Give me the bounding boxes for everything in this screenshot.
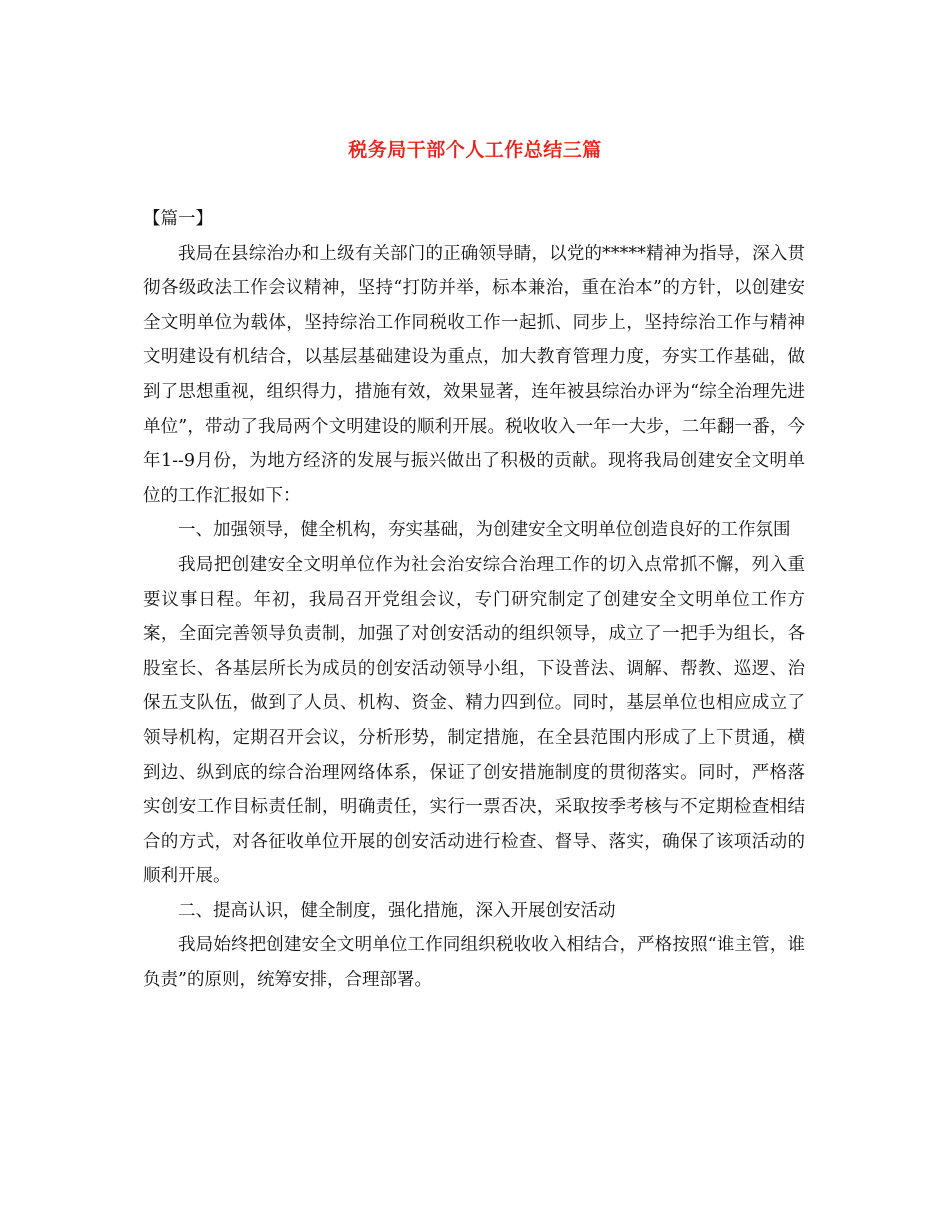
paragraph-section-two: 我局始终把创建安全文明单位工作同组织税收收入相结合，严格按照“谁主管，谁负责”的原则，统筹安排，合理部署。: [143, 935, 805, 991]
document-body: [143, 202, 805, 998]
document-title: 税务局干部个人工作总结三篇: [348, 139, 602, 161]
section-label: 【篇一】: [143, 209, 213, 229]
paragraph-section-one: 我局把创建安全文明单位作为社会治安综合治理工作的切入点常抓不懈，列入重要议事日程。年初，我局召开党组会议，专门研究制定了创建安全文明单位工作方案，全面完善领导负责制，加强了对创安活动的组织领导，成立了一把手为组长，各股室长、各基层所长为成员的创安活动领导小组，下设普法、调解、帮教、巡逻、治保五支队伍，做到了人员、机构、资金、精力四到位。同时，基层单位也相应成立了领导机构，定期召开会议，分析形势，制定措施，在全县范围内形成了上下贯通，横到边、纵到底的综合治理网络体系，保证了创安措施制度的贯彻落实。同时，严格落实创安工作目标责任制，明确责任，实行一票否决，采取按季考核与不定期检查相结合的方式，对各征收单位开展的创安活动进行检查、督导、落实，确保了该项活动的顺利开展。: [143, 554, 805, 887]
heading-section-two: 二、提高认识，健全制度，强化措施，深入开展创安活动: [178, 900, 616, 921]
paragraph-intro: 我局在县综治办和上级有关部门的正确领导睛，以党的*****精神为指导，深入贯彻各级政法工作会议精神，坚持“打防并举，标本兼治，重在治本”的方针，以创建安全文明单位为载体，坚持综治工作同税收工作一起抓、同步上，坚持综治工作与精神文明建设有机结合，以基层基础建设为重点，加大教育管理力度，夯实工作基础，做到了思想重视，组织得力，措施有效，效果显著，连年被县综治办评为“综全治理先进单位”，带动了我局两个文明建设的顺利开展。税收收入一年一大步，二年翻一番，今年1--9月份，为地方经济的发展与振兴做出了积极的贡献。现将我局创建安全文明单位的工作汇报如下：: [143, 243, 805, 506]
heading-section-one: 一、加强领导，健全机构，夯实基础，为创建安全文明单位创造良好的工作氛围: [178, 520, 791, 541]
